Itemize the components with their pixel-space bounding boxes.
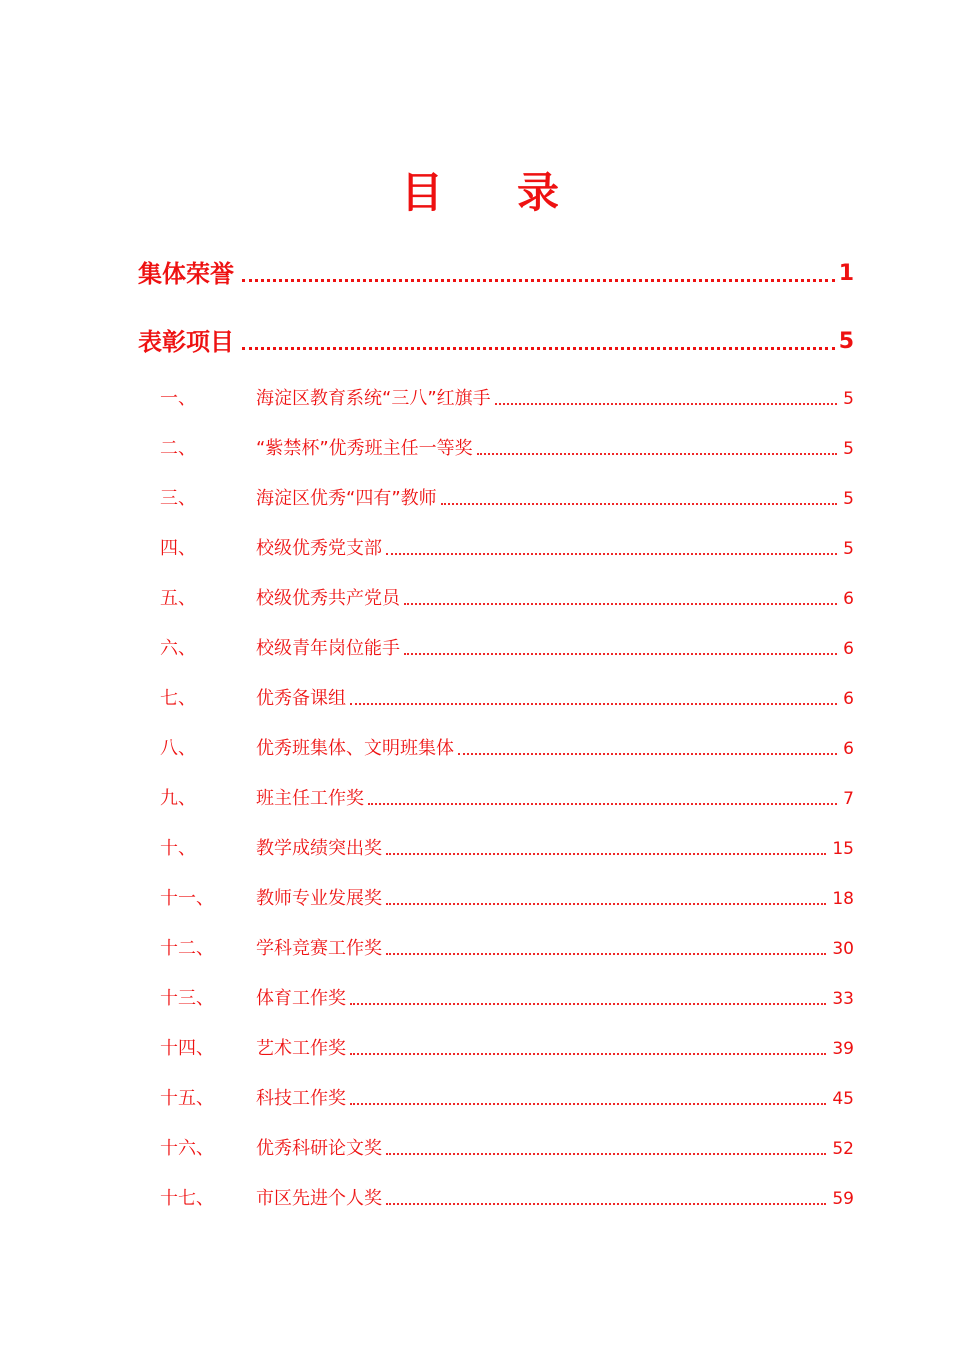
dot-leader [404,653,837,655]
toc-entry-page: 5 [838,329,854,354]
toc-sub-entry-number: 二、 [160,438,196,459]
toc-sub-entry-label: 优秀科研论文奖 [256,1138,382,1159]
dot-leader [386,553,837,555]
dot-leader [350,703,837,705]
toc-sub-entry[interactable] [160,434,854,462]
toc-sub-entry-label: 市区先进个人奖 [256,1188,382,1209]
toc-sub-entry[interactable] [160,534,854,562]
dot-leader [242,347,835,350]
toc-sub-entry[interactable] [160,984,854,1012]
toc-sub-entry-number: 十七、 [160,1188,214,1209]
toc-sub-entry[interactable] [160,584,854,612]
toc-sub-entry[interactable] [160,834,854,862]
dot-leader [458,753,837,755]
dot-leader [477,453,838,455]
toc-sub-entry-number: 七、 [160,688,196,709]
toc-sub-entry-label: 体育工作奖 [256,988,346,1009]
toc-sub-entry-label: 校级优秀党支部 [256,538,382,559]
toc-sub-entry-number: 九、 [160,788,196,809]
toc-sub-entry-page: 59 [832,1189,854,1209]
toc-entry-label: 表彰项目 [138,328,234,356]
toc-sub-entry[interactable] [160,1034,854,1062]
toc-sub-entry-number: 一、 [160,388,196,409]
dot-leader [495,403,838,405]
toc-sub-entry[interactable] [160,384,854,412]
toc-entry-page: 1 [838,261,854,286]
toc-sub-entry-label: 班主任工作奖 [256,788,364,809]
toc-sub-entry-number: 十一、 [160,888,214,909]
toc-sub-entry-label: “紫禁杯”优秀班主任一等奖 [256,438,473,459]
toc-sub-entry-page: 6 [843,739,854,759]
toc-sub-entry-page: 6 [843,639,854,659]
toc-entry-label: 集体荣誉 [138,260,234,288]
toc-sub-entry-number: 十五、 [160,1088,214,1109]
toc-sub-entry-page: 5 [843,389,854,409]
dot-leader [368,803,837,805]
toc-sub-entry[interactable] [160,734,854,762]
toc-sub-entry-page: 7 [843,789,854,809]
dot-leader [386,903,826,905]
toc-sub-entry-page: 30 [832,939,854,959]
toc-sub-entry-label: 优秀备课组 [256,688,346,709]
dot-leader [386,853,826,855]
toc-sub-entry-page: 45 [832,1089,854,1109]
dot-leader [386,1153,826,1155]
toc-sub-entry-number: 十六、 [160,1138,214,1159]
toc-sub-entry-page: 6 [843,589,854,609]
toc-title [0,163,960,223]
toc-sub-entry[interactable] [160,784,854,812]
toc-sub-entry-page: 39 [832,1039,854,1059]
toc-sub-entry-label: 教师专业发展奖 [256,888,382,909]
toc-sub-entry-label: 艺术工作奖 [256,1038,346,1059]
dot-leader [441,503,838,505]
toc-sub-entry-page: 5 [843,489,854,509]
toc-sub-entry[interactable] [160,884,854,912]
toc-sub-entry-label: 教学成绩突出奖 [256,838,382,859]
dot-leader [350,1103,826,1105]
toc-sub-entry[interactable] [160,1134,854,1162]
toc-sub-entry-number: 十二、 [160,938,214,959]
toc-entry-collective-honors[interactable] [138,252,854,292]
toc-sub-entry-page: 5 [843,439,854,459]
toc-sub-entry-number: 十四、 [160,1038,214,1059]
toc-sub-entry-label: 海淀区优秀“四有”教师 [256,488,437,509]
dot-leader [350,1053,826,1055]
toc-sub-entry-label: 优秀班集体、文明班集体 [256,738,454,759]
toc-sub-entry[interactable] [160,1084,854,1112]
toc-sub-entry-page: 33 [832,989,854,1009]
toc-sub-entry-page: 15 [832,839,854,859]
toc-sub-entry-label: 科技工作奖 [256,1088,346,1109]
toc-title-right: 录 [517,168,560,217]
toc-sub-entry-label: 校级优秀共产党员 [256,588,400,609]
toc-sub-entry-number: 六、 [160,638,196,659]
toc-sub-entry-page: 18 [832,889,854,909]
toc-sub-entry-number: 十三、 [160,988,214,1009]
toc-sub-entry-label: 海淀区教育系统“三八”红旗手 [256,388,491,409]
toc-sub-entry[interactable] [160,1184,854,1212]
toc-title-left: 目 [400,168,443,217]
toc-sub-entry-number: 五、 [160,588,196,609]
toc-sub-entry-label: 校级青年岗位能手 [256,638,400,659]
dot-leader [350,1003,826,1005]
dot-leader [386,953,826,955]
toc-entry-commendation-items[interactable] [138,320,854,360]
toc-sub-entry-label: 学科竞赛工作奖 [256,938,382,959]
dot-leader [386,1203,826,1205]
toc-sub-entry[interactable] [160,484,854,512]
toc-sub-entry-number: 三、 [160,488,196,509]
dot-leader [242,279,835,282]
toc-sub-entry[interactable] [160,684,854,712]
toc-sub-entry-number: 四、 [160,538,196,559]
toc-sub-entry[interactable] [160,934,854,962]
toc-sub-entry[interactable] [160,634,854,662]
toc-sub-entry-number: 八、 [160,738,196,759]
toc-sub-entry-page: 5 [843,539,854,559]
dot-leader [404,603,837,605]
toc-sub-entry-number: 十、 [160,838,196,859]
toc-sub-entry-page: 6 [843,689,854,709]
toc-sub-entry-page: 52 [832,1139,854,1159]
